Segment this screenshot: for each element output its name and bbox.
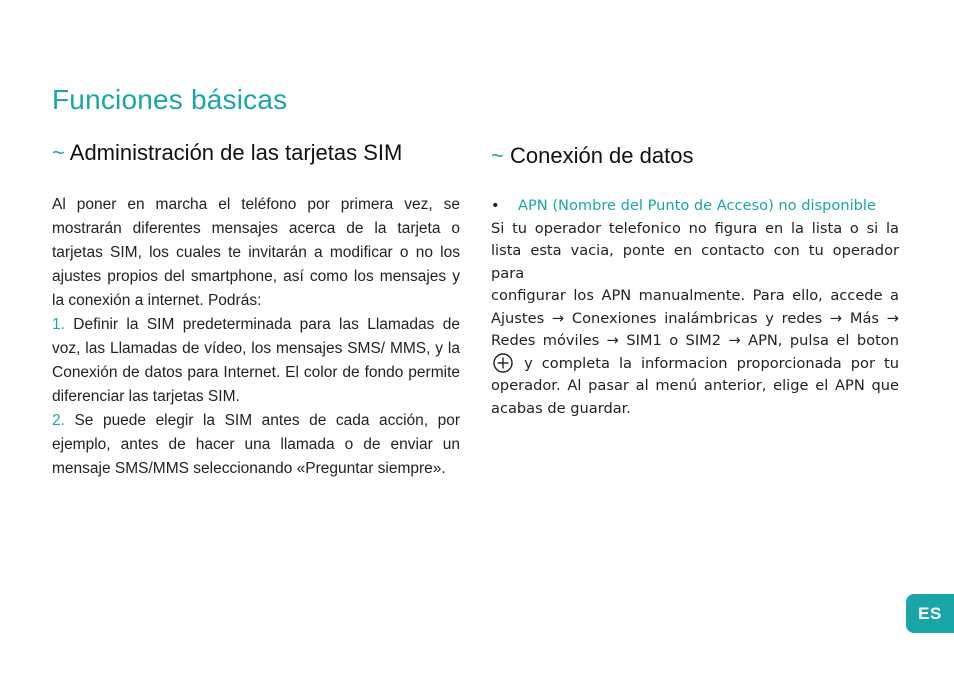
list-item xyxy=(52,409,460,481)
section-tilde: ~ xyxy=(491,143,504,168)
apn-heading: APN (Nombre del Punto de Acceso) no disponible xyxy=(518,197,876,214)
left-column xyxy=(52,193,460,481)
section-title-text: Conexión de datos xyxy=(509,143,694,168)
section-title-datos xyxy=(491,143,693,169)
section-title-sim xyxy=(52,140,402,166)
item-number: 1. xyxy=(52,316,65,333)
list-item xyxy=(52,313,460,409)
apn-paragraph-1: Si tu operador telefonico no figura en la lista o si la lista esta vacia, ponte en contacto con tu operador para xyxy=(491,219,899,282)
item-text: Definir la SIM predeterminada para las Llamadas de voz, las Llamadas de vídeo, los mensajes SMS/ MMS, y la Conexión de datos para Internet. El color de fondo permite diferenciar las tarjetas SIM. xyxy=(52,316,460,405)
apn-instructions: configurar los APN manualmente. Para ello, accede a Ajustes → Conexiones inalámbricas y redes → Más → Redes móviles → SIM1 o SIM2 → APN, pulsa el boton xyxy=(491,287,899,349)
apn-instructions-end: y completa la informacion proporcionada por tu operador. Al pasar al menú anterior, elige el APN que acabas de guardar. xyxy=(491,354,899,417)
intro-paragraph: Al poner en marcha el teléfono por primera vez, se mostrarán diferentes mensajes acerca de la tarjeta o tarjetas SIM, los cuales te invitarán a modificar o no los ajustes propios del smartphone, así como los mensajes y la conexión a internet. Podrás: xyxy=(52,196,460,309)
page-title: Funciones básicas xyxy=(52,84,288,115)
add-circle-icon xyxy=(493,353,513,373)
section-tilde: ~ xyxy=(52,140,65,165)
section-title-text: Administración de las tarjetas SIM xyxy=(69,140,403,165)
item-text: Se puede elegir la SIM antes de cada acción, por ejemplo, antes de hacer una llamada o de enviar un mensaje SMS/MMS seleccionando «Preguntar siempre». xyxy=(52,412,460,477)
apn-paragraph-2 xyxy=(491,285,899,420)
right-column xyxy=(491,195,899,420)
bullet-icon: • xyxy=(491,197,500,214)
language-badge: ES xyxy=(906,594,954,633)
apn-bullet xyxy=(491,195,899,218)
item-number: 2. xyxy=(52,412,65,429)
